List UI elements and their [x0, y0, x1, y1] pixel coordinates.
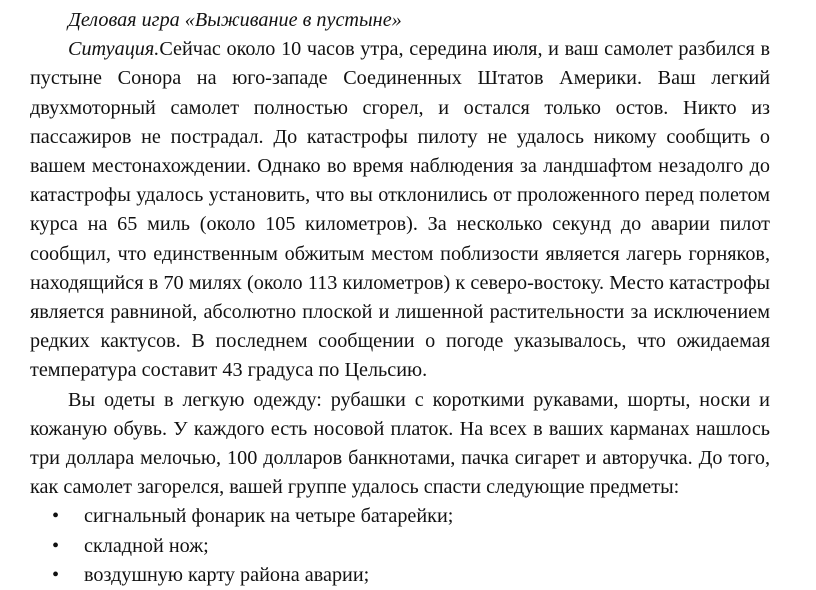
document-title: Деловая игра «Выживание в пустыне»	[68, 9, 402, 31]
list-item-text: складной нож;	[84, 534, 209, 557]
situation-text: Сейчас около 10 часов утра, середина июля, и ваш самолет разбился в пустыне Сонора на юго-западе Соединенных Штатов Америки. Ваш легкий двухмоторный самолет полностью сгорел, и остался только остов. Никто из пассажиров не пострадал. До катастрофы пилоту не удалось никому сообщить о вашем местонахождении. Однако во время наблюдения за ландшафтом незадолго до катастрофы удалось установить, что вы отклонились от проложенного перед полетом курса на 65 миль (около 105 километров). За несколько секунд до аварии пилот сообщил, что единственным обжитым местом поблизости является лагерь горняков, находящийся в 70 милях (около 113 километров) к северо-востоку. Место катастрофы является равниной, абсолютно плоской и лишенной растительности за исключением редких кактусов. В последнем сообщении о погоде указывалось, что ожидаемая температура составит 43 градуса по Цельсию.	[30, 38, 770, 382]
bullet-icon: •	[52, 534, 60, 557]
clothing-paragraph: Вы одеты в легкую одежду: рубашки с короткими рукавами, шорты, носки и кожаную обувь. У каждого есть носовой платок. На всех в ваших карманах нашлось три доллара мелочью, 100 долларов банкнотами, пачка сигарет и авторучка. До того, как самолет загорелся, вашей группе удалось спасти следующие предметы:	[30, 388, 770, 499]
situation-lead: Ситуация.	[68, 38, 160, 61]
list-item	[30, 502, 770, 531]
list-item	[30, 532, 770, 561]
bullet-icon: •	[52, 505, 60, 528]
list-item-text: сигнальный фонарик на четыре батарейки;	[84, 505, 454, 528]
situation-paragraph	[30, 35, 770, 385]
items-list	[30, 502, 770, 590]
document-page	[30, 6, 770, 590]
bullet-icon: •	[52, 563, 60, 586]
list-item-text: воздушную карту района аварии;	[84, 563, 370, 586]
list-item	[30, 561, 770, 590]
